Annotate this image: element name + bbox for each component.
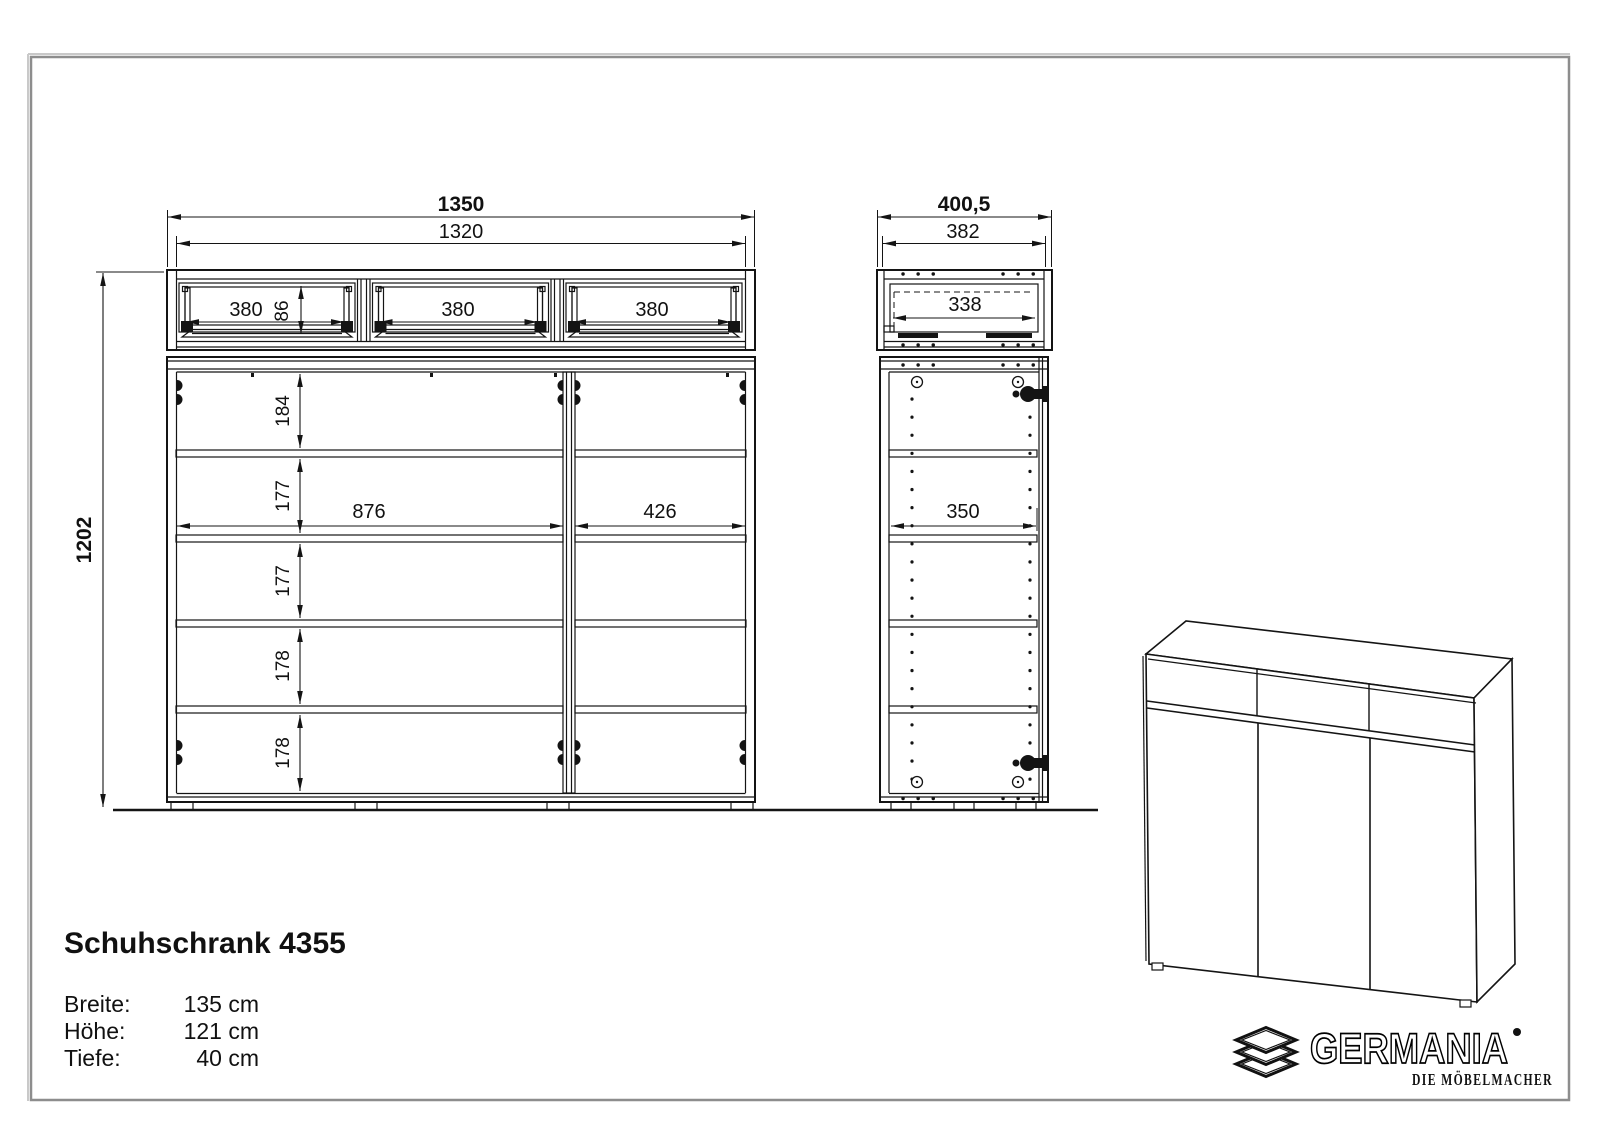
dim-shelf-depth: 350 [946,501,980,523]
dim-drawer-depth: 338 [948,294,982,316]
title-block [64,927,346,1071]
spec-value-height: 121 cm [183,1018,259,1044]
dimensions-side [878,193,1052,531]
brand-logo [1236,1025,1553,1089]
dim-right-compartment: 426 [643,501,677,523]
brand-name: GERMANIA [1310,1025,1508,1073]
spec-label-width: Breite: [64,991,131,1017]
drawer-1 [179,283,355,337]
dim-overall-width: 1350 [437,193,485,216]
dim-shelf-gap-2: 177 [273,480,294,512]
dim-left-compartment: 876 [352,501,386,523]
shelves-front [176,450,746,713]
spec-label-depth: Tiefe: [64,1045,121,1071]
dim-carcass-width: 1320 [438,221,484,243]
layers-icon [1236,1028,1296,1077]
hinge-marks [177,380,745,765]
perspective-view [1143,621,1515,1007]
door-pivot-ticks [251,373,729,377]
dim-drawer-width-1: 380 [229,299,263,321]
dim-shelf-gap-5: 178 [273,737,294,769]
dimensions-front [73,193,755,807]
spec-value-depth: 40 cm [196,1045,259,1071]
dim-drawer-width-3: 380 [635,299,669,321]
dim-overall-height: 1202 [73,516,96,564]
brand-tagline: DIE MÖBELMACHER [1412,1070,1553,1089]
front-view [167,270,755,810]
screw-marks [912,377,1024,788]
brand-dot [1513,1028,1521,1036]
dim-drawer-width-2: 380 [441,299,475,321]
spec-value-width: 135 cm [183,991,259,1017]
dim-shelf-gap-1: 184 [273,395,294,427]
page-title: Schuhschrank 4355 [64,927,346,960]
dim-shelf-gap-3: 177 [273,565,294,597]
dim-shelf-gap-4: 178 [273,650,294,682]
side-view [877,270,1052,810]
dim-carcass-depth: 382 [946,221,980,243]
dim-drawer-height: 86 [272,300,293,322]
spec-label-height: Höhe: [64,1018,126,1044]
dim-overall-depth: 400,5 [937,193,991,216]
